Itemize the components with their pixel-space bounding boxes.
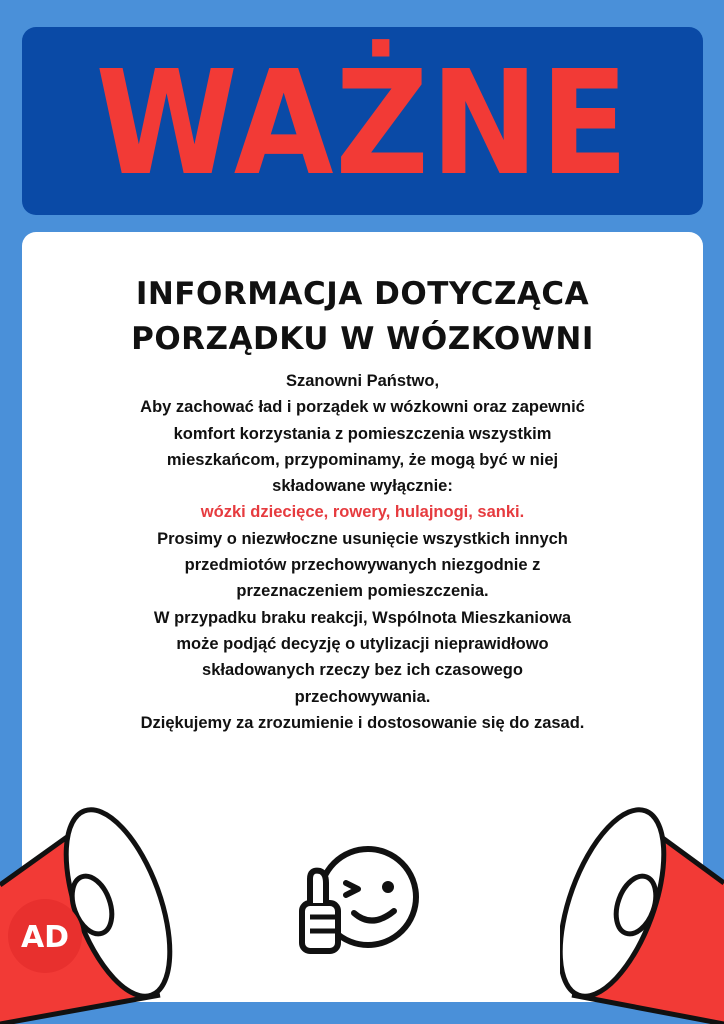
wink-thumbs-up-icon [296,845,424,955]
notice-line: składowane wyłącznie: [272,477,453,496]
notice-line: przedmiotów przechowywanych niezgodnie z [184,556,541,575]
notice-line: mieszkańcom, przypominamy, że mogą być w niej [166,450,559,469]
notice-title [22,272,703,362]
notice-title-line-2: PORZĄDKU W WÓZKOWNI [131,321,594,357]
logo-text: AD [20,920,70,955]
notice-line: składowanych rzeczy bez ich czasowego [202,661,523,680]
header-banner [22,27,703,215]
notice-line: Prosimy o niezwłoczne usunięcie wszystkich innych [157,529,568,548]
allowed-items: wózki dziecięce, rowery, hulajnogi, sanki. [200,503,525,522]
header-title: WAŻNE [95,40,630,208]
notice-line: przechowywania. [294,687,431,706]
notice-line: może podjąć decyzję o utylizacji nieprawidłowo [176,634,549,653]
notice-title-line-1: INFORMACJA DOTYCZĄCA [135,276,590,312]
notice-line: komfort korzystania z pomieszczenia wszystkim [173,424,552,443]
notice-line: przeznaczeniem pomieszczenia. [236,582,489,601]
ad-logo [6,897,84,975]
megaphone-icon [560,795,724,1024]
notice-line: Szanowni Państwo, [285,372,440,390]
notice-line: Aby zachować ład i porządek w wózkowni oraz zapewnić [140,398,585,417]
notice-line: W przypadku braku reakcji, Wspólnota Mieszkaniowa [153,608,572,627]
notice-line: Dziękujemy za zrozumienie i dostosowanie się do zasad. [140,713,585,732]
notice-body [52,368,673,736]
